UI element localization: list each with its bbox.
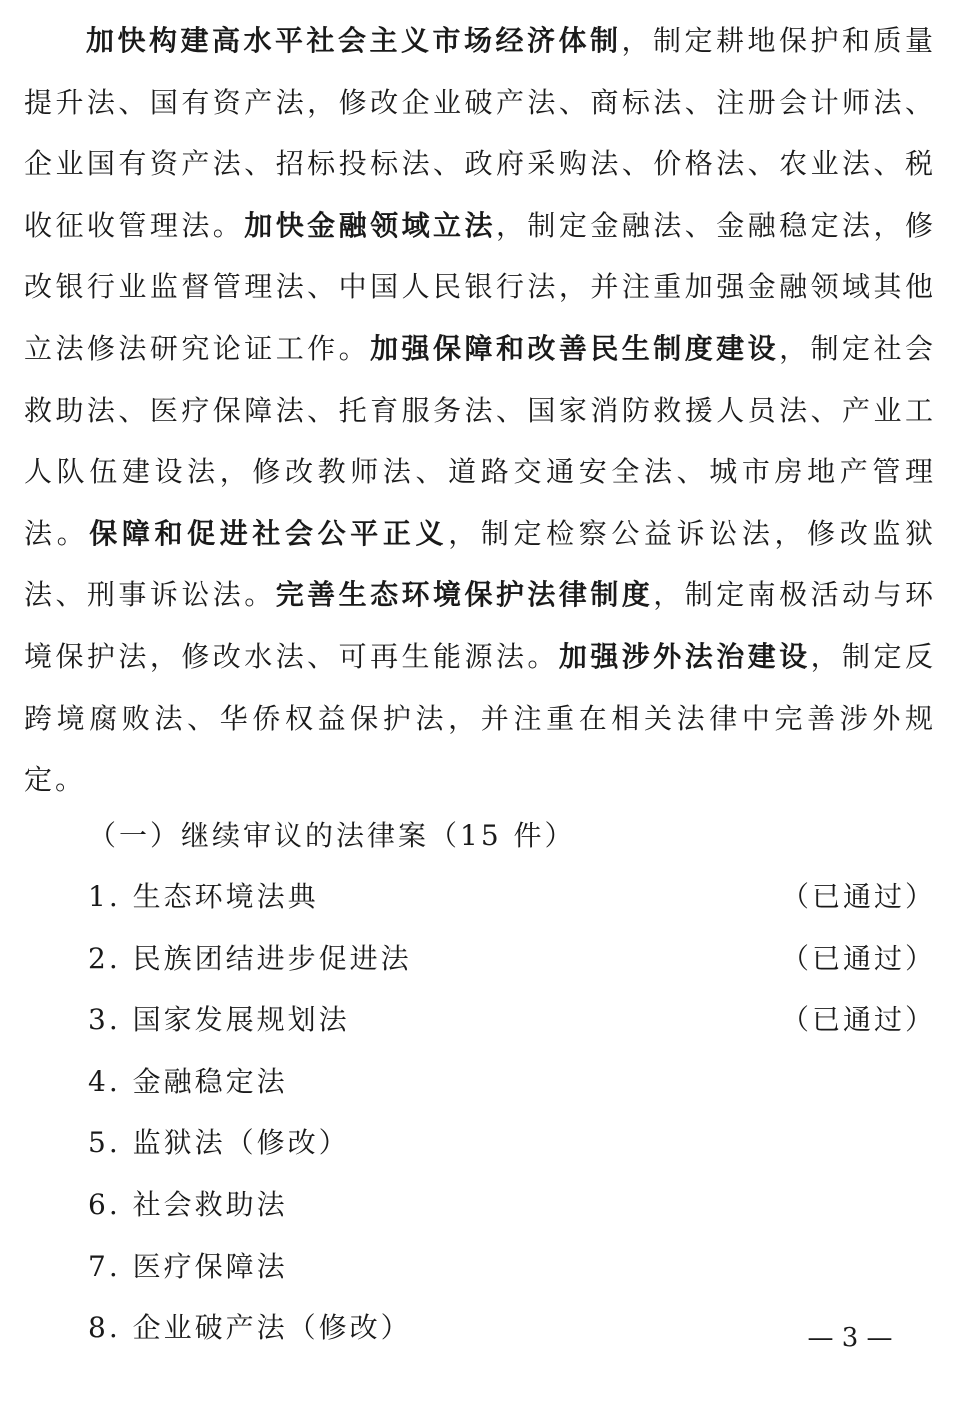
item-number: 1. [88,880,121,913]
paragraph-text: ，制定金融法、金融稳定法，修改银行业监督管理法、中国人民银行法，并注重加强金融领域其他立法修法研究论证工作。 [24,208,936,365]
list-item [88,928,936,990]
item-title: 社会救助法 [132,1187,288,1221]
item-number: 7. [88,1249,121,1283]
page-number: — 3 — [807,1323,893,1353]
item-title: 企业破产法（修改） [132,1311,412,1345]
paragraph-text: ，制定反跨境腐败法、华侨权益保护法，并注重在相关法律中完善涉外规定。 [24,639,936,797]
bold-phrase: 加强涉外法治建设 [558,639,811,673]
item-number: 8. [88,1311,121,1345]
law-list [88,866,936,1359]
paragraph-text: ，制定社会救助法、医疗保障法、托育服务法、国家消防救援人员法、产业工人队伍建设法，修改教师法、道路交通安全法、城市房地产管理法。 [24,331,936,550]
bold-phrase: 加快金融领域立法 [244,208,496,242]
status-label: （已通过） [780,880,936,913]
item-title: 金融稳定法 [132,1064,288,1098]
list-item [88,1236,936,1298]
item-number: 2. [88,941,121,975]
law-entry [88,1051,288,1113]
law-entry [88,989,350,1051]
body-paragraph [24,10,936,811]
law-entry [88,866,319,928]
bold-phrase: 加快构建高水平社会主义市场经济体制 [86,24,622,57]
law-entry [88,1174,288,1236]
list-item [88,866,936,928]
item-title: 国家发展规划法 [132,1003,350,1037]
item-title: 生态环境法典 [132,880,319,913]
bold-phrase: 完善生态环境保护法律制度 [275,578,654,612]
item-title: 民族团结进步促进法 [132,941,412,975]
paragraph-text: ，制定检察公益诉讼法，修改监狱法、刑事诉讼法。 [24,516,936,612]
law-entry [88,1297,412,1359]
list-item [88,1112,936,1174]
law-entry [88,1112,350,1174]
bold-phrase: 加强保障和改善民生制度建设 [370,331,780,365]
status-label: （已通过） [780,1003,936,1037]
item-number: 4. [88,1064,121,1098]
paragraph-text: ，制定南极活动与环境保护法，修改水法、可再生能源法。 [24,578,936,673]
item-title: 监狱法（修改） [132,1126,350,1160]
section-heading: （一）继续审议的法律案（15 件） [88,819,576,852]
item-title: 医疗保障法 [132,1249,288,1283]
law-entry [88,928,412,990]
bold-phrase: 保障和促进社会公平正义 [89,516,449,550]
list-item [88,989,936,1051]
status-label: （已通过） [780,941,936,975]
law-entry [88,1236,288,1298]
paragraph-text: ，制定耕地保护和质量提升法、国有资产法，修改企业破产法、商标法、注册会计师法、企业国有资产法、招标投标法、政府采购法、价格法、农业法、税收征收管理法。 [24,24,936,242]
item-number: 3. [88,1003,121,1037]
item-number: 6. [88,1187,121,1221]
list-item [88,1051,936,1113]
list-item [88,1174,936,1236]
item-number: 5. [88,1126,121,1160]
